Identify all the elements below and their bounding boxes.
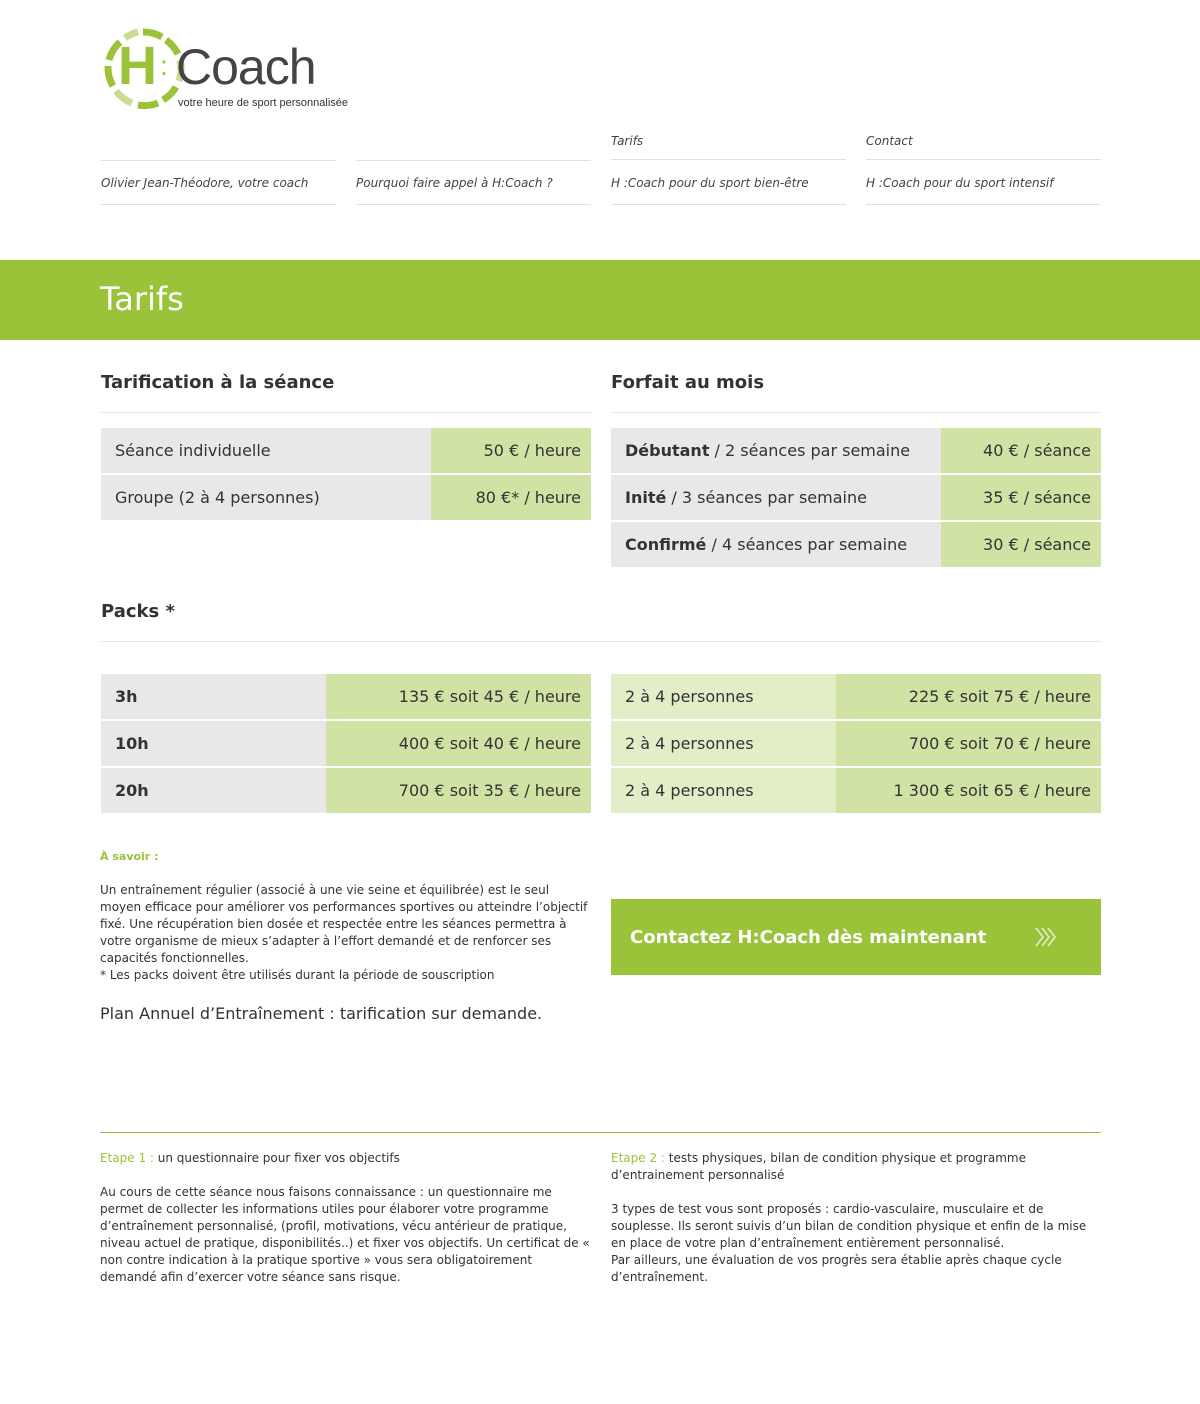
- pack-group-label: 2 à 4 personnes: [611, 768, 836, 813]
- forfait-detail: / 3 séances par semaine: [666, 488, 867, 507]
- plan-annuel-text: Plan Annuel d’Entraînement : tarification sur demande.: [100, 1004, 543, 1023]
- table-row: [101, 721, 591, 766]
- table-row: [101, 674, 591, 719]
- step-paragraph: Au cours de cette séance nous faisons connaissance : un questionnaire me permet de collecter les informations utiles pour élaborer votre programme d’entraînement personnalisé, (profil, motivations, vécu antérieur de pratique, niveau actuel de pratique, disponibilités..) et fixer vos objectifs. Un certificat de « non contre indication à la pratique sportive » vous sera obligatoirement demandé afin d’exercer votre séance sans risque.: [100, 1185, 590, 1284]
- table-row: [101, 475, 591, 520]
- pack-duration-text: 20h: [115, 781, 149, 800]
- seance-label: Séance individuelle: [101, 428, 431, 473]
- forfait-detail: / 2 séances par semaine: [709, 441, 911, 460]
- nav-item-tarifs[interactable]: Tarifs: [611, 120, 846, 160]
- nav-item-pourquoi[interactable]: Pourquoi faire appel à H:Coach ?: [356, 161, 591, 205]
- pack-duration-text: 10h: [115, 734, 149, 753]
- table-row: [611, 428, 1101, 473]
- page-title-banner: [0, 260, 1200, 340]
- logo-letter-h: H: [118, 36, 156, 96]
- packs-section-title: Packs *: [101, 599, 1101, 642]
- forfait-price: 30 € / séance: [941, 522, 1101, 567]
- forfait-label: [611, 475, 941, 520]
- nav-item-intensif[interactable]: H :Coach pour du sport intensif: [866, 161, 1101, 205]
- forfait-label: [611, 428, 941, 473]
- step-2: [611, 1150, 1103, 1286]
- table-row: [611, 475, 1101, 520]
- pack-price: 700 € soit 70 € / heure: [836, 721, 1101, 766]
- pack-duration: [101, 721, 326, 766]
- nav-item-coach[interactable]: Olivier Jean-Théodore, votre coach: [101, 161, 336, 205]
- forfait-price: 40 € / séance: [941, 428, 1101, 473]
- seance-label: Groupe (2 à 4 personnes): [101, 475, 431, 520]
- forfait-price: 35 € / séance: [941, 475, 1101, 520]
- nav-item-bien-etre[interactable]: H :Coach pour du sport bien-être: [611, 161, 846, 205]
- site-logo[interactable]: [100, 26, 348, 112]
- forfait-detail: / 4 séances par semaine: [706, 535, 908, 554]
- table-row: [611, 674, 1101, 719]
- forfait-label: [611, 522, 941, 567]
- pack-price: 400 € soit 40 € / heure: [326, 721, 591, 766]
- step-heading-text: tests physiques, bilan de condition physique et programme d’entrainement personnalisé: [611, 1151, 1026, 1182]
- table-row: [101, 428, 591, 473]
- pack-group-label: 2 à 4 personnes: [611, 721, 836, 766]
- step-heading: [611, 1150, 1103, 1184]
- logo-tagline: votre heure de sport personnalisée: [178, 97, 348, 109]
- forfait-section-title: Forfait au mois: [611, 370, 1101, 413]
- pack-price: 700 € soit 35 € / heure: [326, 768, 591, 813]
- seance-price-table: [101, 426, 591, 522]
- pack-price: 1 300 € soit 65 € / heure: [836, 768, 1101, 813]
- step-1: [100, 1150, 592, 1286]
- forfait-price-table: [611, 426, 1101, 569]
- step-label: Etape 2 :: [611, 1151, 665, 1165]
- seance-section-title: Tarification à la séance: [101, 370, 591, 413]
- forfait-level: Confirmé: [625, 535, 707, 554]
- pack-price: 225 € soit 75 € / heure: [836, 674, 1101, 719]
- pack-price: 135 € soit 45 € / heure: [326, 674, 591, 719]
- table-row: [611, 721, 1101, 766]
- step-paragraph: Par ailleurs, une évaluation de vos progrès sera établie après chaque cycle d’entraînement.: [611, 1253, 1062, 1284]
- double-chevron-right-icon: [1033, 925, 1057, 949]
- pack-duration: [101, 768, 326, 813]
- footer-divider: [100, 1132, 1101, 1133]
- seance-price: 50 € / heure: [431, 428, 591, 473]
- pack-group-label: 2 à 4 personnes: [611, 674, 836, 719]
- step-label: Etape 1 :: [100, 1151, 154, 1165]
- pack-duration: [101, 674, 326, 719]
- forfait-level: Débutant: [625, 441, 710, 460]
- contact-cta-button[interactable]: [611, 899, 1101, 975]
- cta-label: Contactez H:Coach dès maintenant: [630, 926, 987, 948]
- table-row: [611, 522, 1101, 567]
- nav-item-contact[interactable]: Contact: [866, 120, 1101, 160]
- savoir-text: Un entraînement régulier (associé à une vie seine et équilibrée) est le seul moyen efficace pour améliorer vos performances sportives ou atteindre l’objectif fixé. Une récupération bien dosée et respectée entre les séances permettra à votre organisme de mieux s’adapter à l’effort demandé et de renforcer ses capacités fonctionnelles.: [100, 883, 588, 965]
- logo-separator: :: [160, 50, 168, 81]
- table-row: [611, 768, 1101, 813]
- step-heading-text: un questionnaire pour fixer vos objectifs: [153, 1151, 400, 1165]
- step-heading: [100, 1150, 592, 1167]
- forfait-level: Inité: [625, 488, 667, 507]
- savoir-title: À savoir :: [100, 850, 159, 863]
- packs-individual-table: [101, 672, 591, 815]
- table-row: [101, 768, 591, 813]
- pack-duration-text: 3h: [115, 687, 138, 706]
- step-paragraph: 3 types de test vous sont proposés : cardio-vasculaire, musculaire et de souplesse. Ils seront suivis d’un bilan de condition physique et enfin de la mise en place de votre plan d’entraînement entièrement personnalisé.: [611, 1202, 1087, 1250]
- seance-price: 80 €* / heure: [431, 475, 591, 520]
- packs-note: * Les packs doivent être utilisés durant la période de souscription: [100, 968, 495, 982]
- page-title: Tarifs: [100, 280, 184, 318]
- logo-wordmark: Coach: [176, 39, 316, 95]
- packs-group-table: [611, 672, 1101, 815]
